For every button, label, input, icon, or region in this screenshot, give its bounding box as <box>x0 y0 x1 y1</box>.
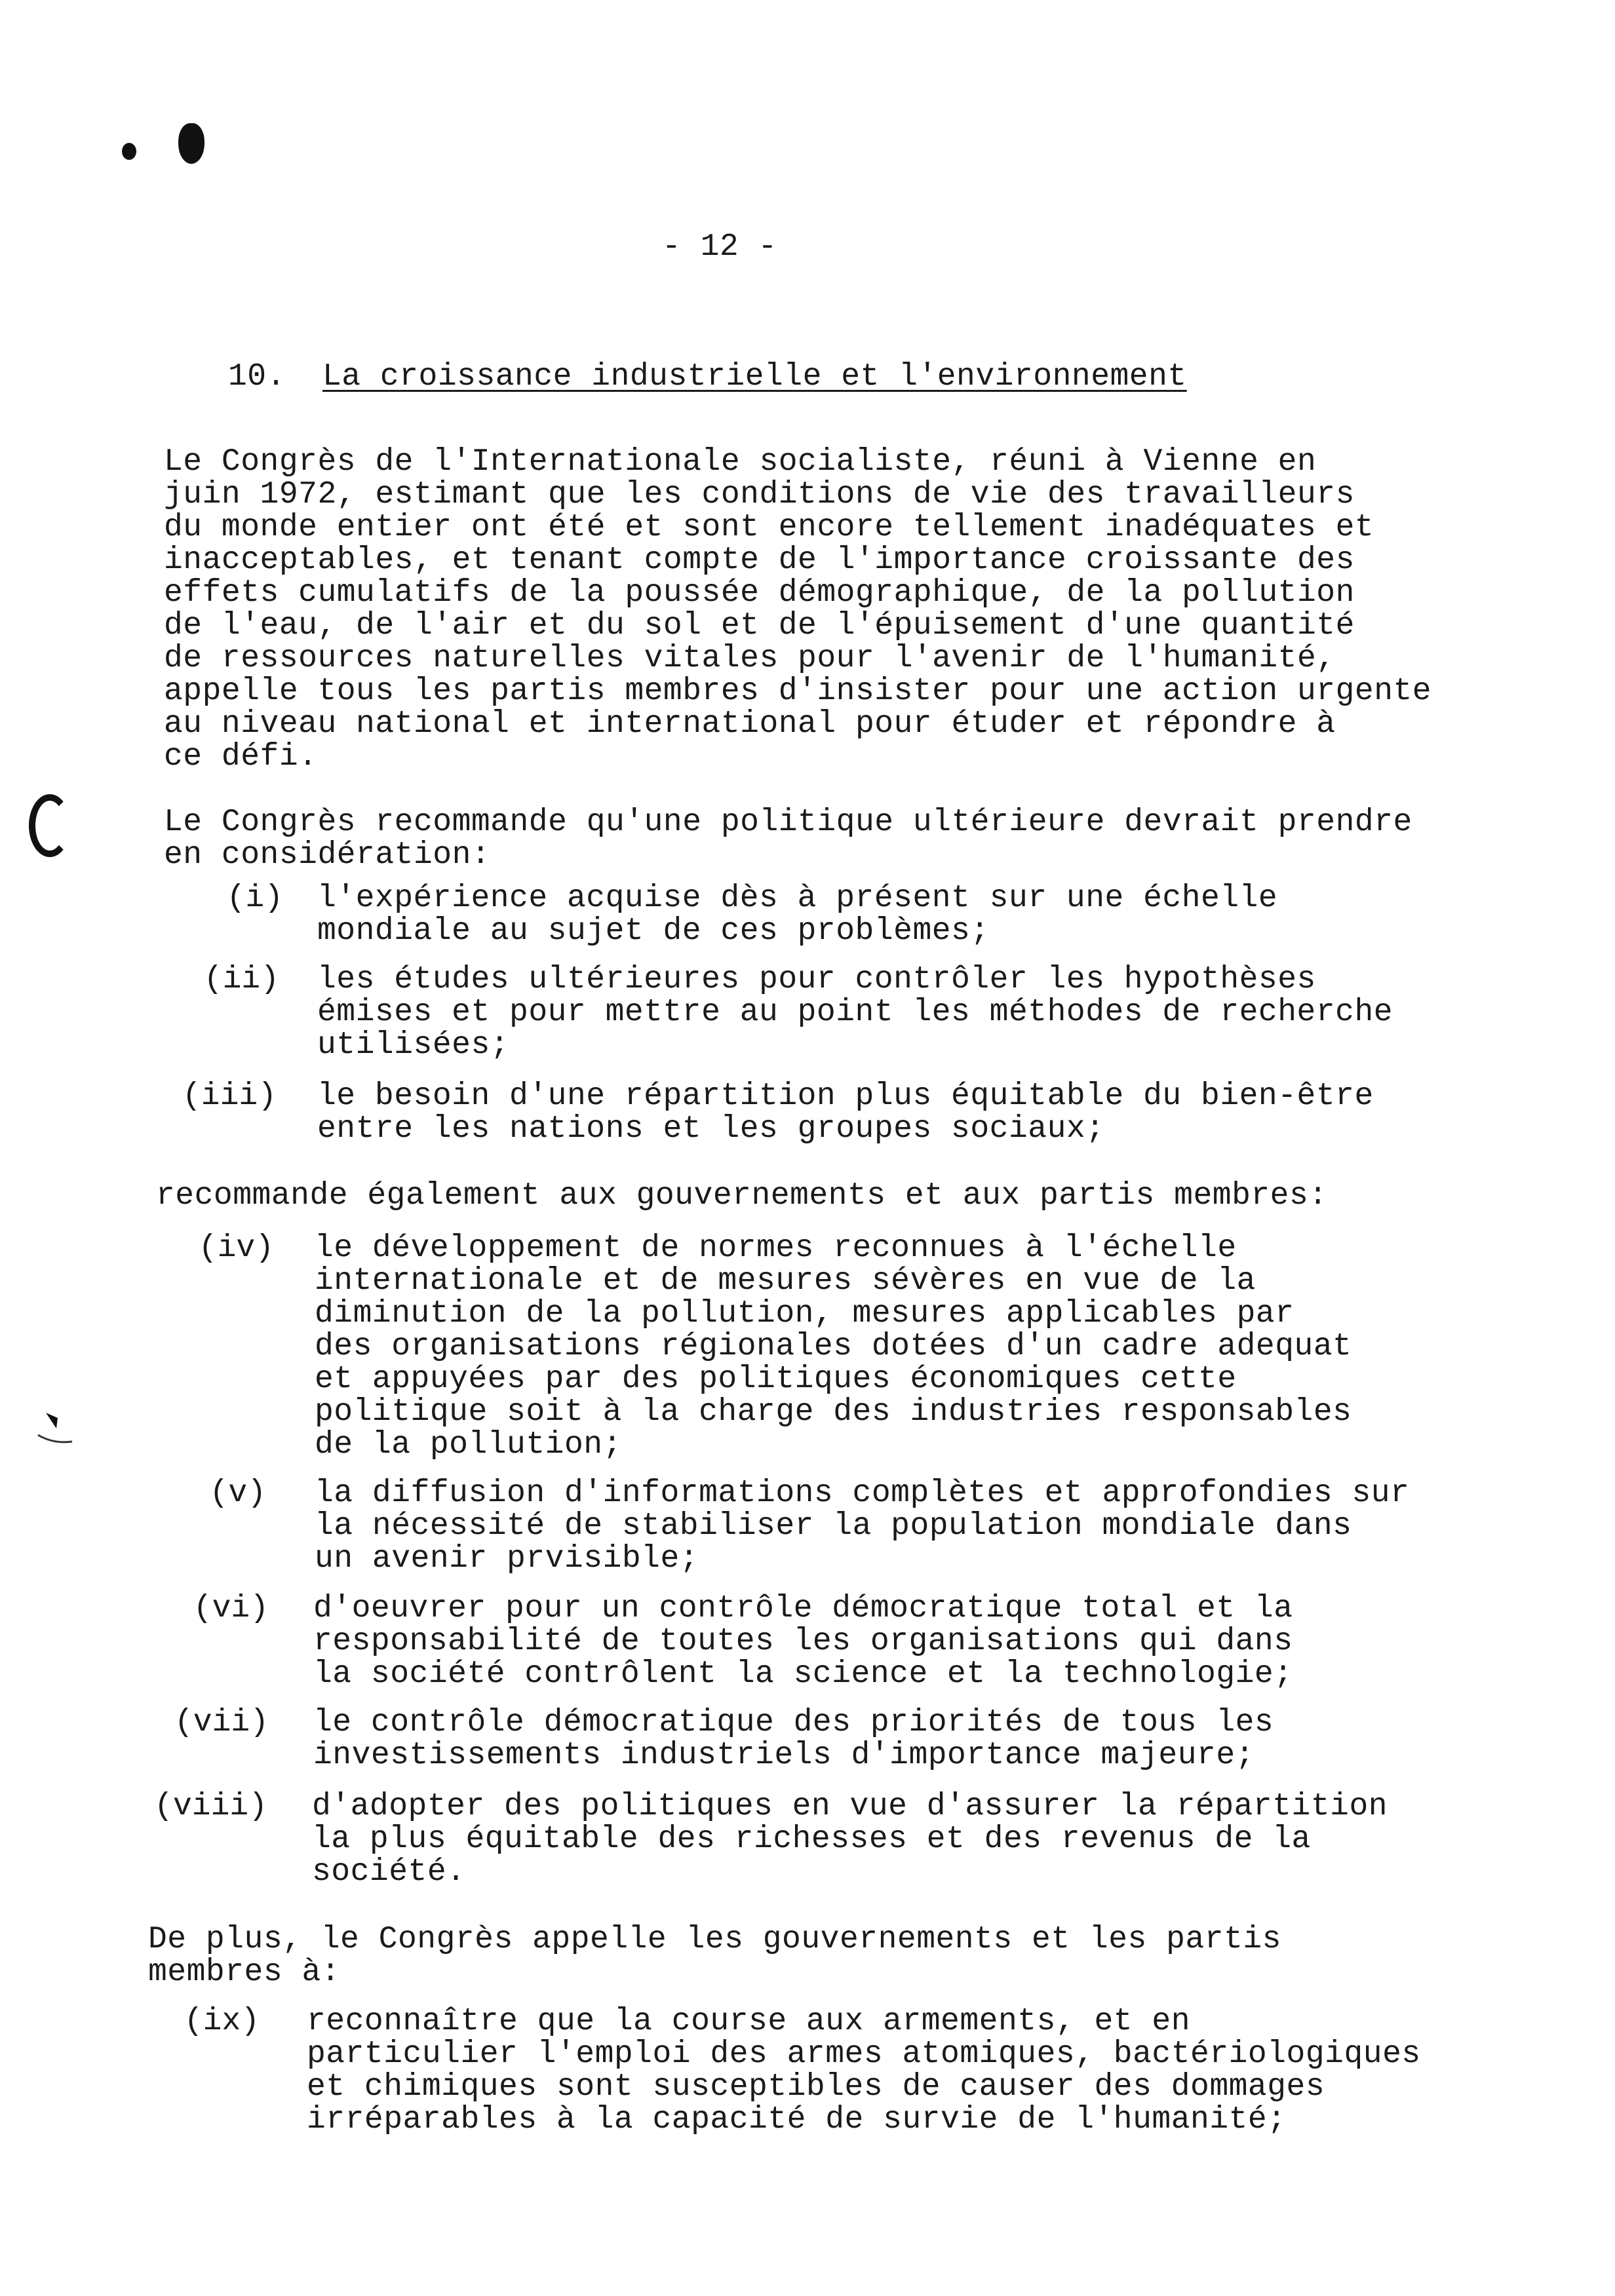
item-label-iv: (iv) <box>198 1231 274 1266</box>
item-label-vi: (vi) <box>193 1591 269 1626</box>
item-text-iii: le besoin d'une répartition plus équitable du bien-être entre les nations et les groupes sociaux; <box>317 1079 1374 1147</box>
recommends-paragraph: Le Congrès recommande qu'une politique ultérieure devrait prendre en considération: <box>164 805 1412 873</box>
item-text-vi: d'oeuvrer pour un contrôle démocratique total et la responsabilité de toutes les organisations qui dans la société contrôlent la science et la technologie; <box>313 1591 1293 1692</box>
item-label-iii: (iii) <box>182 1079 277 1114</box>
page-number: - 12 - <box>662 229 777 265</box>
item-label-ix: (ix) <box>184 2004 260 2039</box>
intro-paragraph: Le Congrès de l'Internationale socialiste, réuni à Vienne en juin 1972, estimant que les conditions de vie des travailleurs du monde entier ont été et sont encore tellement inadéquates et inacceptables, et tenant compte de l'importance croissante des effets cumulatifs de la poussée démographique, de la pollution de l'eau, de l'air et du sol et de l'épuisement d'une quantité de ressources naturelles vitales pour l'avenir de l'humanité, appelle tous les partis membres d'insister pour une action urgente au niveau national et international pour étuder et répondre à ce défi. <box>164 444 1432 775</box>
item-text-vii: le contrôle démocratique des priorités de tous les investissements industriels d'importance majeure; <box>313 1705 1274 1773</box>
also-recommends-paragraph: recommande également aux gouvernements et aux partis membres: <box>156 1178 1328 1214</box>
item-label-vii: (vii) <box>174 1705 269 1740</box>
section-title: La croissance industrielle et l'environnement <box>322 359 1187 394</box>
furthermore-paragraph: De plus, le Congrès appelle les gouvernements et les partis membres à: <box>148 1922 1281 1990</box>
ink-dot-mark <box>122 143 136 160</box>
item-text-iv: le développement de normes reconnues à l'échelle internationale et de mesures sévères en vue de la diminution de la pollution, mesures applicables par des organisations régionales dotées d'un cadre adequat et appuyées par des politiques économiques cette politique soit à la charge des industries responsables de la pollution; <box>315 1231 1352 1463</box>
section-number: 10. <box>228 359 286 394</box>
punch-hole-mark-lower <box>34 1409 80 1445</box>
item-text-v: la diffusion d'informations complètes et approfondies sur la nécessité de stabiliser la population mondiale dans un avenir prvisible; <box>315 1476 1410 1577</box>
item-text-viii: d'adopter des politiques en vue d'assurer la répartition la plus équitable des richesses et des revenus de la société. <box>312 1789 1388 1890</box>
ink-blot-mark <box>178 123 204 164</box>
item-label-v: (v) <box>209 1476 266 1511</box>
punch-hole-mark <box>29 794 71 857</box>
item-label-i: (i) <box>226 881 283 916</box>
item-text-i: l'expérience acquise dès à présent sur une échelle mondiale au sujet de ces problèmes; <box>317 881 1278 949</box>
item-label-viii: (viii) <box>154 1789 267 1824</box>
item-text-ii: les études ultérieures pour contrôler les hypothèses émises et pour mettre au point les méthodes de recherche utilisées; <box>317 962 1393 1063</box>
item-text-ix: reconnaître que la course aux armements, et en particulier l'emploi des armes atomiques, bactériologiques et chimiques sont susceptibles de causer des dommages irréparables à la capacité de survie de l'humanité; <box>307 2004 1421 2137</box>
item-label-ii: (ii) <box>203 962 279 997</box>
